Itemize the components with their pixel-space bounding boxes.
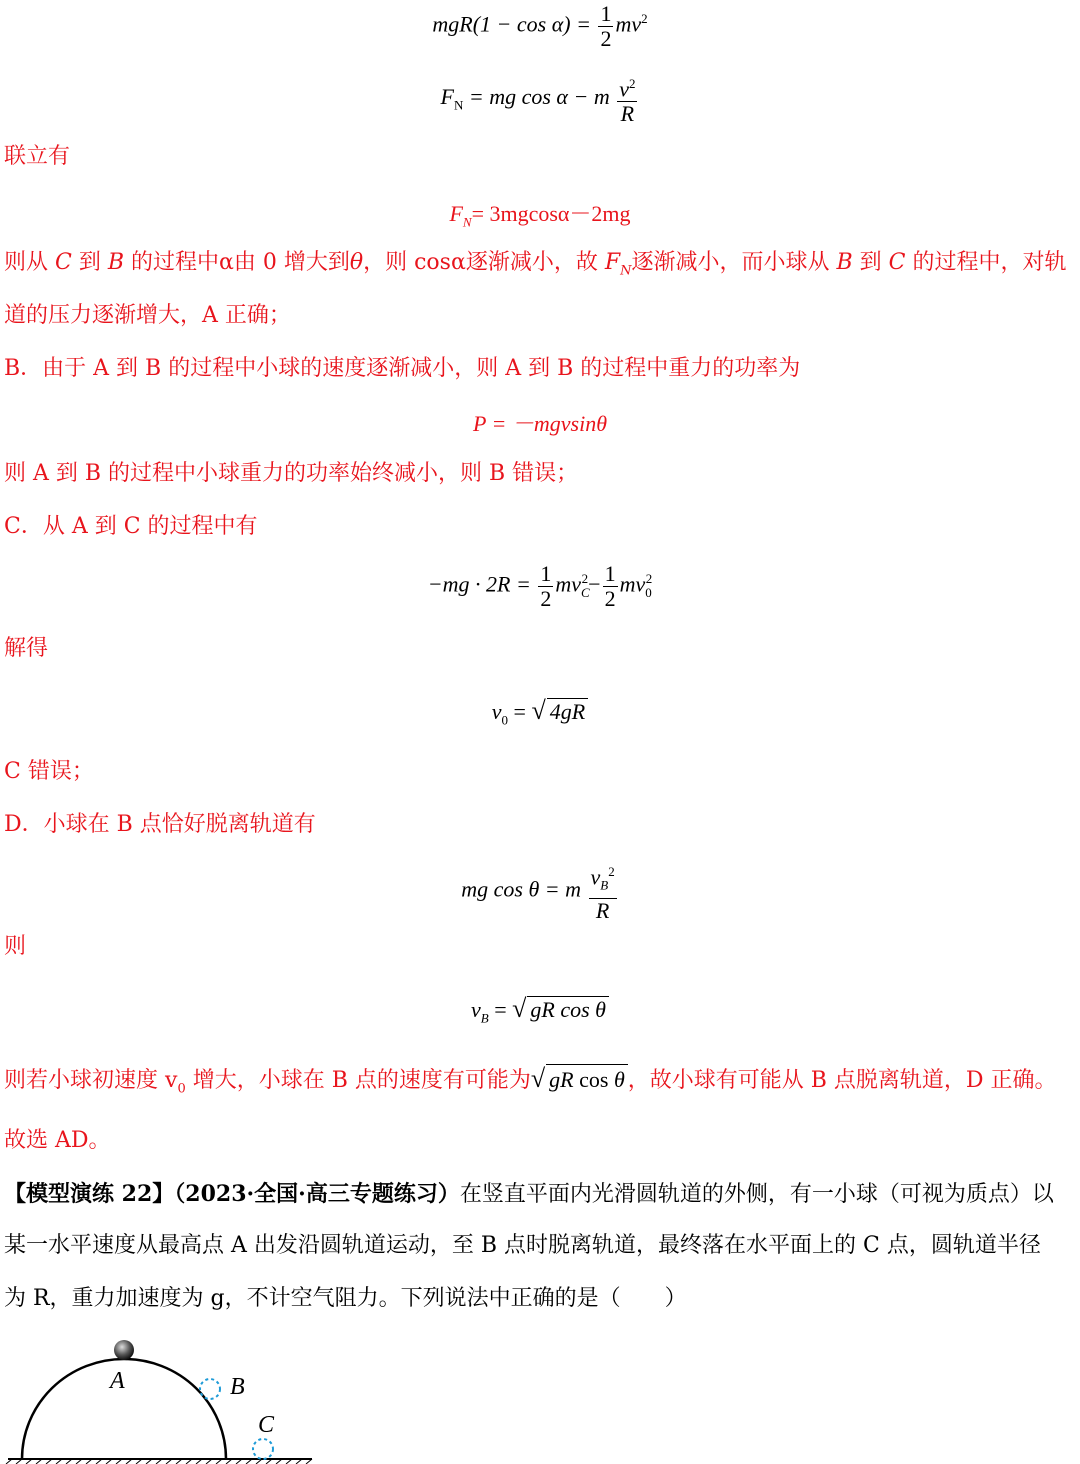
text-lianli: 联立有 <box>4 144 71 169</box>
equation-energy-ac: −mg · 2R = $\frac{1}{2}$ $mv_C^2-$ $\frac{1}{2}$ $mv_0^2$ <box>427 561 653 611</box>
problem-statement-2: 某一水平速度从最高点 A 出发沿圆轨道运动，至 B 点时脱离轨道，最终落在水平面上的 C 点，圆轨道半径 <box>4 1233 1041 1258</box>
text-c-to-b-2: 道的压力逐渐增大，A 正确； <box>4 303 291 328</box>
track-figure <box>0 1334 320 1464</box>
equation-power: P = －mgvsinθ <box>472 411 608 436</box>
text-d-intro: D．小球在 B 点恰好脱离轨道有 <box>4 812 316 837</box>
equation-fn-result: $F_N= 3mgcos\alpha-2mg$ <box>449 201 631 230</box>
text-b-intro: B．由于 A 到 B 的过程中小球的速度逐渐减小，则 A 到 B 的过程中重力的功率为 <box>4 356 801 381</box>
text-c-intro: C．从 A 到 C 的过程中有 <box>4 514 258 539</box>
ball-icon <box>114 1340 134 1360</box>
equation-normal-force: $F_N$ = mg cos α − m $\frac{v^2}{R}$ <box>0 72 1080 126</box>
equation-centripetal: mg cos θ = m $\frac{v_B^2}{R}$ <box>0 860 1080 923</box>
text-b-conclusion: 则 A 到 B 的过程中小球重力的功率始终减小，则 B 错误； <box>4 461 579 486</box>
problem-statement-1: 【模型演练 22】（2023·全国·高三专题练习）在竖直平面内光滑圆轨道的外侧，有一小球（可视为质点）以 <box>4 1181 1054 1207</box>
equation-vb: $v_B$ = √ gR cos θ <box>0 994 1080 1026</box>
text-c-wrong: C 错误； <box>4 759 94 784</box>
position-c-marker <box>253 1439 273 1459</box>
equation-energy: mgR(1 − cos α) = $\frac{1}{2}$ $mv^2$ <box>432 1 648 51</box>
label-b: B <box>230 1374 245 1400</box>
problem-statement-3: 为 R，重力加速度为 g，不计空气阻力。下列说法中正确的是（ ） <box>4 1286 687 1311</box>
text-jiede: 解得 <box>4 636 49 661</box>
equation-v0: $v_0$ = √ 4gR <box>0 696 1080 728</box>
text-d-conclusion: 则若小球初速度 $v_0$ 增大，小球在 B 点的速度有可能为√ gR cos θ ，故小球有可能从 B 点脱离轨道，D 正确。 <box>4 1064 1057 1097</box>
label-c: C <box>258 1412 275 1438</box>
label-a: A <box>110 1368 125 1394</box>
text-c-to-b-1: 则从 C 到 B 的过程中α由 0 增大到θ，则 cosα逐渐减小，故 $F_N$逐渐减小，而小球从 B 到 C 的过程中，对轨 <box>4 250 1067 279</box>
text-answer: 故选 AD。 <box>4 1128 111 1153</box>
text-ze: 则 <box>4 934 27 959</box>
